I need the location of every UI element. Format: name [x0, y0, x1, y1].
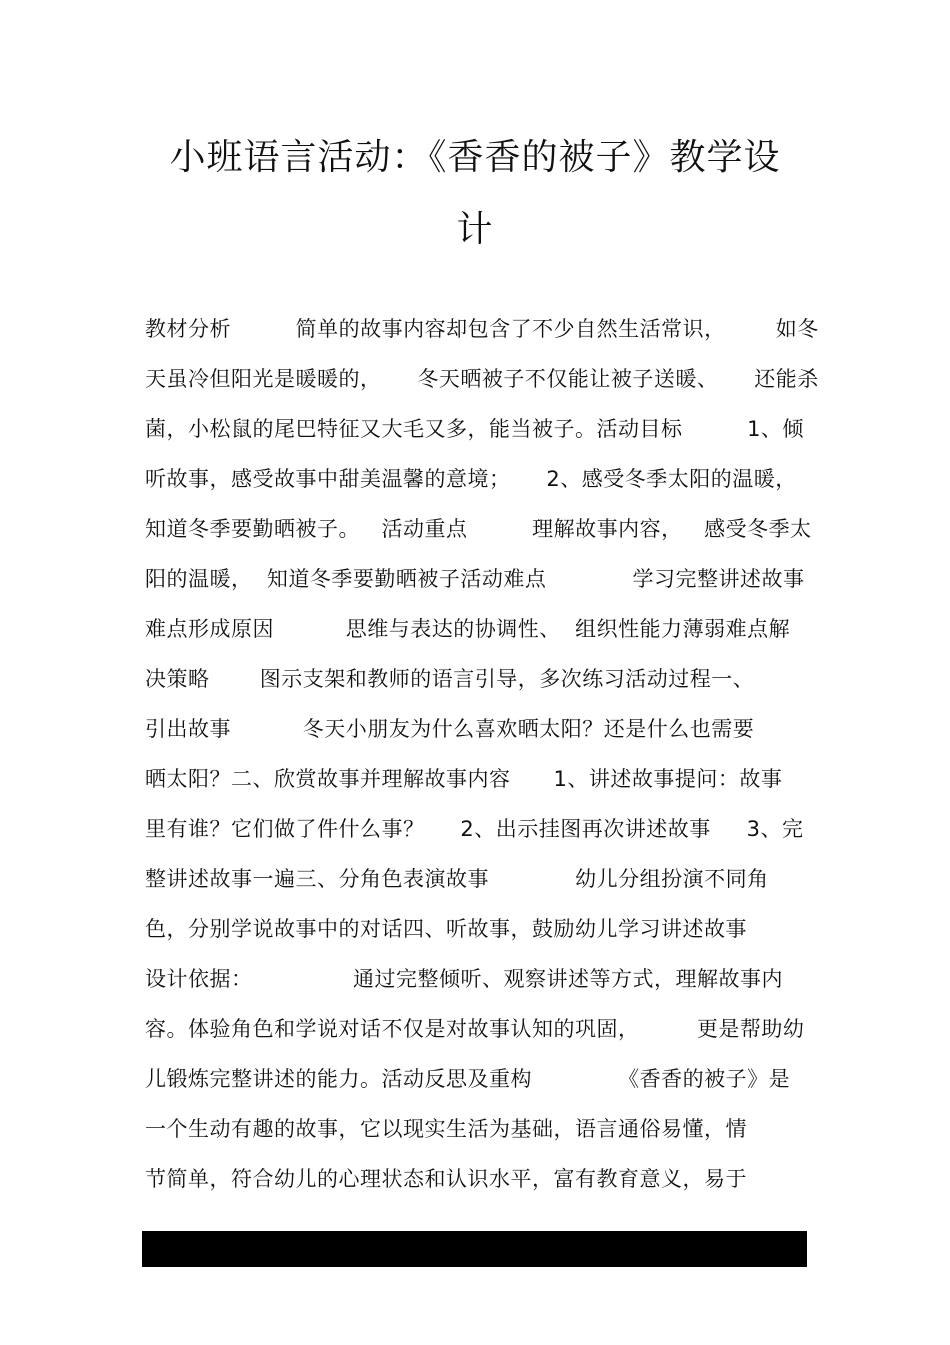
body-line: 节简单，符合幼儿的心理状态和认识水平，富有教育意义，易于 [145, 1167, 747, 1191]
body-line: 色，分别学说故事中的对话四、听故事，鼓励幼儿学习讲述故事 [145, 917, 747, 941]
body-line: 听故事，感受故事中甜美温馨的意境； 2、感受冬季太阳的温暖， [145, 467, 797, 491]
body-line: 整讲述故事一遍三、分角色表演故事 幼儿分组扮演不同角 [145, 867, 769, 891]
document-title-line-1: 小班语言活动：《香香的被子》教学设 [169, 137, 781, 178]
body-line: 天虽冷但阳光是暖暖的， 冬天晒被子不仅能让被子送暖、 还能杀 [145, 367, 819, 391]
document-title-line-2: 计 [456, 209, 494, 250]
body-line: 菌，小松鼠的尾巴特征又大毛又多，能当被子。活动目标 1、倾 [145, 417, 804, 441]
body-line: 里有谁？它们做了件什么事？ 2、出示挂图再次讲述故事 3、完 [145, 817, 804, 841]
body-line: 阳的温暖， 知道冬季要勤晒被子活动难点 学习完整讲述故事 [145, 567, 805, 591]
body-line: 一个生动有趣的故事，它以现实生活为基础，语言通俗易懂，情 [145, 1117, 747, 1141]
body-line: 教材分析 简单的故事内容却包含了不少自然生活常识， 如冬 [145, 317, 819, 341]
body-line: 知道冬季要勤晒被子。 活动重点 理解故事内容， 感受冬季太 [145, 517, 812, 541]
body-line: 儿锻炼完整讲述的能力。活动反思及重构 《香香的被子》是 [145, 1067, 791, 1091]
body-line: 晒太阳？二、欣赏故事并理解故事内容 1、讲述故事提问：故事 [145, 767, 783, 791]
body-line: 难点形成原因 思维与表达的协调性、 组织性能力薄弱难点解 [145, 617, 791, 641]
body-line: 容。体验角色和学说对话不仅是对故事认知的巩固， 更是帮助幼 [145, 1017, 805, 1041]
footer-black-bar [142, 1231, 807, 1267]
body-line: 决策略 图示支架和教师的语言引导，多次练习活动过程一、 [145, 667, 755, 691]
body-line: 引出故事 冬天小朋友为什么喜欢晒太阳？还是什么也需要 [145, 717, 755, 741]
body-line: 设计依据： 通过完整倾听、观察讲述等方式，理解故事内 [145, 967, 783, 991]
